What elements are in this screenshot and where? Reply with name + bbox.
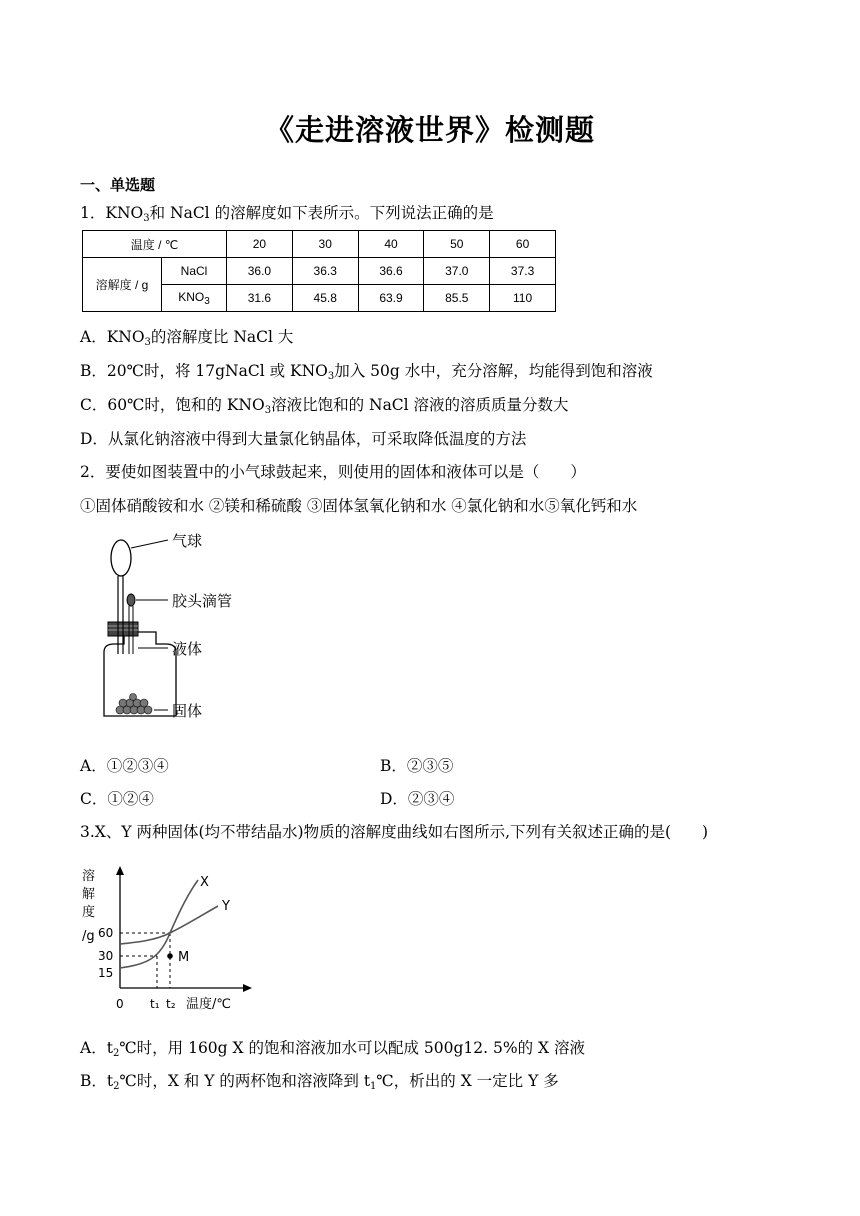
point-m [167,953,173,959]
temp-header: 温度 / ℃ [83,231,227,258]
table-cell: 36.6 [358,258,424,285]
solubility-table [82,230,556,312]
q1-option-c: C．60℃时，饱和的 $KNO_3$溶液比饱和的 NaCl 溶液的溶质质量分数大 [80,396,569,416]
xtick-t2: t₂ [166,997,176,1011]
q3-option-a: A．$t_2℃$时，用 160g X 的饱和溶液加水可以配成 500g12. 5%的 X 溶液 [80,1039,585,1059]
label-m: M [178,950,190,965]
q1-option-b: B．20℃时，将 17gNaCl 或 $KNO_3$加入 50g 水中，充分溶解，均能得到饱和溶液 [80,362,653,382]
table-cell: 45.8 [292,285,358,312]
solid-granules [116,694,152,715]
table-cell: 40 [358,231,424,258]
q2-option-c: C．①②④ [80,790,154,808]
label-dropper: 胶头滴管 [172,592,233,610]
table-cell: 110 [490,285,556,312]
table-cell: 63.9 [358,285,424,312]
table-row [83,258,556,285]
table-cell: 37.3 [490,258,556,285]
q2-option-a: A．①②③④ [80,757,169,775]
x-axis-label: 温度/℃ [186,997,231,1012]
ytick-30: 30 [98,949,114,963]
solubility-label: 溶解度 / g [83,258,162,312]
q3-option-b: B．$t_2℃$时，X 和 Y 的两杯饱和溶液降到 $t_1℃$，析出的 X 一定比 Y 多 [80,1072,559,1092]
q1-option-d: D．从氯化钠溶液中得到大量氯化钠晶体，可采取降低温度的方法 [80,430,527,448]
table-cell: 37.0 [424,258,490,285]
section-heading: 一、单选题 [80,176,156,194]
q1-stem: 1．$KNO_3$和 NaCl 的溶解度如下表所示。下列说法正确的是 [80,204,494,224]
q3-stem: 3.X、Y 两种固体(均不带结晶水)物质的溶解度曲线如右图所示,下列有关叙述正确的是( ) [80,823,709,841]
page-title: 《走进溶液世界》检测题 [264,113,595,147]
ylabel-2: 解 [82,887,96,902]
kno3-label: $KNO_3$ [162,285,227,312]
apparatus-figure [96,528,256,728]
nacl-label: NaCl [162,258,227,285]
curve-y [120,906,218,944]
table-cell: 31.6 [227,285,293,312]
table-cell: 36.0 [227,258,293,285]
ylabel-4: /g [82,929,95,944]
table-cell: 60 [490,231,556,258]
ylabel-1: 溶 [82,869,96,884]
label-solid: 固体 [172,702,203,720]
q2-option-b: B．②③⑤ [380,757,454,775]
table-cell: 85.5 [424,285,490,312]
ytick-60: 60 [98,926,114,940]
q1-option-a: A．$KNO_3$的溶解度比 NaCl 大 [80,328,294,348]
dropper-bulb [127,594,135,606]
xtick-t1: t₁ [150,997,160,1011]
q2-option-d: D．②③④ [380,790,455,808]
table-cell: 30 [292,231,358,258]
label-curve-y: Y [222,899,230,914]
solubility-curve-figure [78,860,258,1020]
table-row [83,231,556,258]
label-balloon: 气球 [172,532,203,550]
ylabel-3: 度 [82,905,96,920]
table-cell: 50 [424,231,490,258]
ytick-15: 15 [98,966,114,980]
balloon [111,540,131,576]
q2-stem: 2．要使如图装置中的小气球鼓起来，则使用的固体和液体可以是（ ） [80,463,586,481]
label-liquid: 液体 [172,640,203,658]
table-cell: 20 [227,231,293,258]
table-cell: 36.3 [292,258,358,285]
xtick-0: 0 [116,997,124,1011]
q2-items: ①固体硝酸铵和水 ②镁和稀硫酸 ③固体氢氧化钠和水 ④氯化钠和水⑤氧化钙和水 [80,497,638,515]
label-curve-x: X [200,875,209,890]
